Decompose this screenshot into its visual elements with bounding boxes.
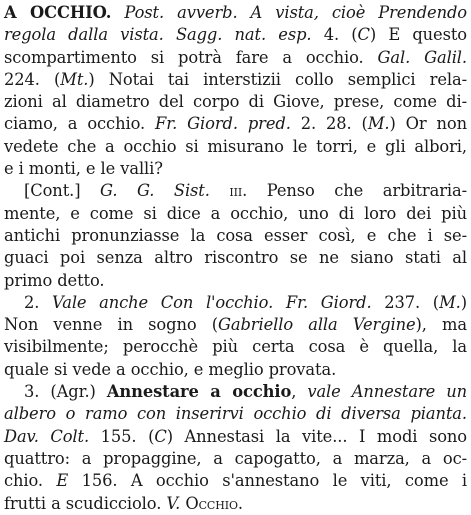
- entry-line-1: A OCCHIO. Post. avverb. A vista, cioè Prendendo: [4, 3, 467, 22]
- entry-line-13: primo detto.: [4, 270, 105, 290]
- entry-line-17: quale si vede a occhio, e meglio provata.: [4, 359, 337, 379]
- dictionary-entry: [4, 2, 467, 515]
- entry-line-6: ciamo, a occhio. Fr. Giord. pred. 2. 28. (M.) Or non: [4, 114, 468, 134]
- entry-line-21: quattro: a propaggine, a capogatto, a marza, a oc-: [4, 448, 467, 468]
- entry-line-9: [Cont.] G. G. Sist. iii. Penso che arbitraria-: [24, 181, 468, 201]
- entry-line-2: regola dalla vista. Sagg. nat. esp. 4. (C) E questo: [4, 25, 467, 45]
- entry-line-19: albero o ramo con inserirvi occhio di diversa pianta.: [4, 404, 467, 424]
- entry-line-20: Dav. Colt. 155. (C) Annestasi la vite... I modi sono: [4, 426, 467, 446]
- entry-line-8: e i monti, e le valli?: [4, 159, 163, 179]
- entry-line-10: mente, e come si dice a occhio, uno di loro dei più: [4, 203, 467, 223]
- entry-line-22: chio. E 156. A occhio s'annestano le viti, come i: [4, 471, 467, 491]
- entry-line-11: antichi pronunziasse la cosa esser così, e che i se-: [4, 225, 467, 245]
- entry-line-23: frutti a scudicciolo. V. Occhio.: [4, 493, 243, 513]
- entry-line-7: vedete che a occhio si misurano le torri, e gli albori,: [4, 136, 467, 156]
- headword: A OCCHIO.: [4, 3, 112, 22]
- entry-line-15: Non venne in sogno (Gabriello alla Vergine), ma: [4, 315, 467, 335]
- entry-line-5: zioni al diametro del corpo di Giove, prese, come di-: [4, 92, 467, 112]
- entry-line-18: 3. (Agr.) Annestare a occhio, vale Annestare un: [24, 382, 467, 402]
- entry-line-14: 2. Vale anche Con l'occhio. Fr. Giord. 237. (M.): [24, 292, 467, 312]
- entry-line-4: 224. (Mt.) Notai tai interstizii collo semplici rela-: [4, 69, 467, 89]
- entry-line-3: scompartimento si potrà fare a occhio. Gal. Galil.: [4, 47, 467, 67]
- entry-line-16: visibilmente; perocchè più certa cosa è quella, la: [4, 337, 467, 357]
- entry-line-12: guaci poi senza altro riscontro se ne siano stati al: [4, 248, 467, 268]
